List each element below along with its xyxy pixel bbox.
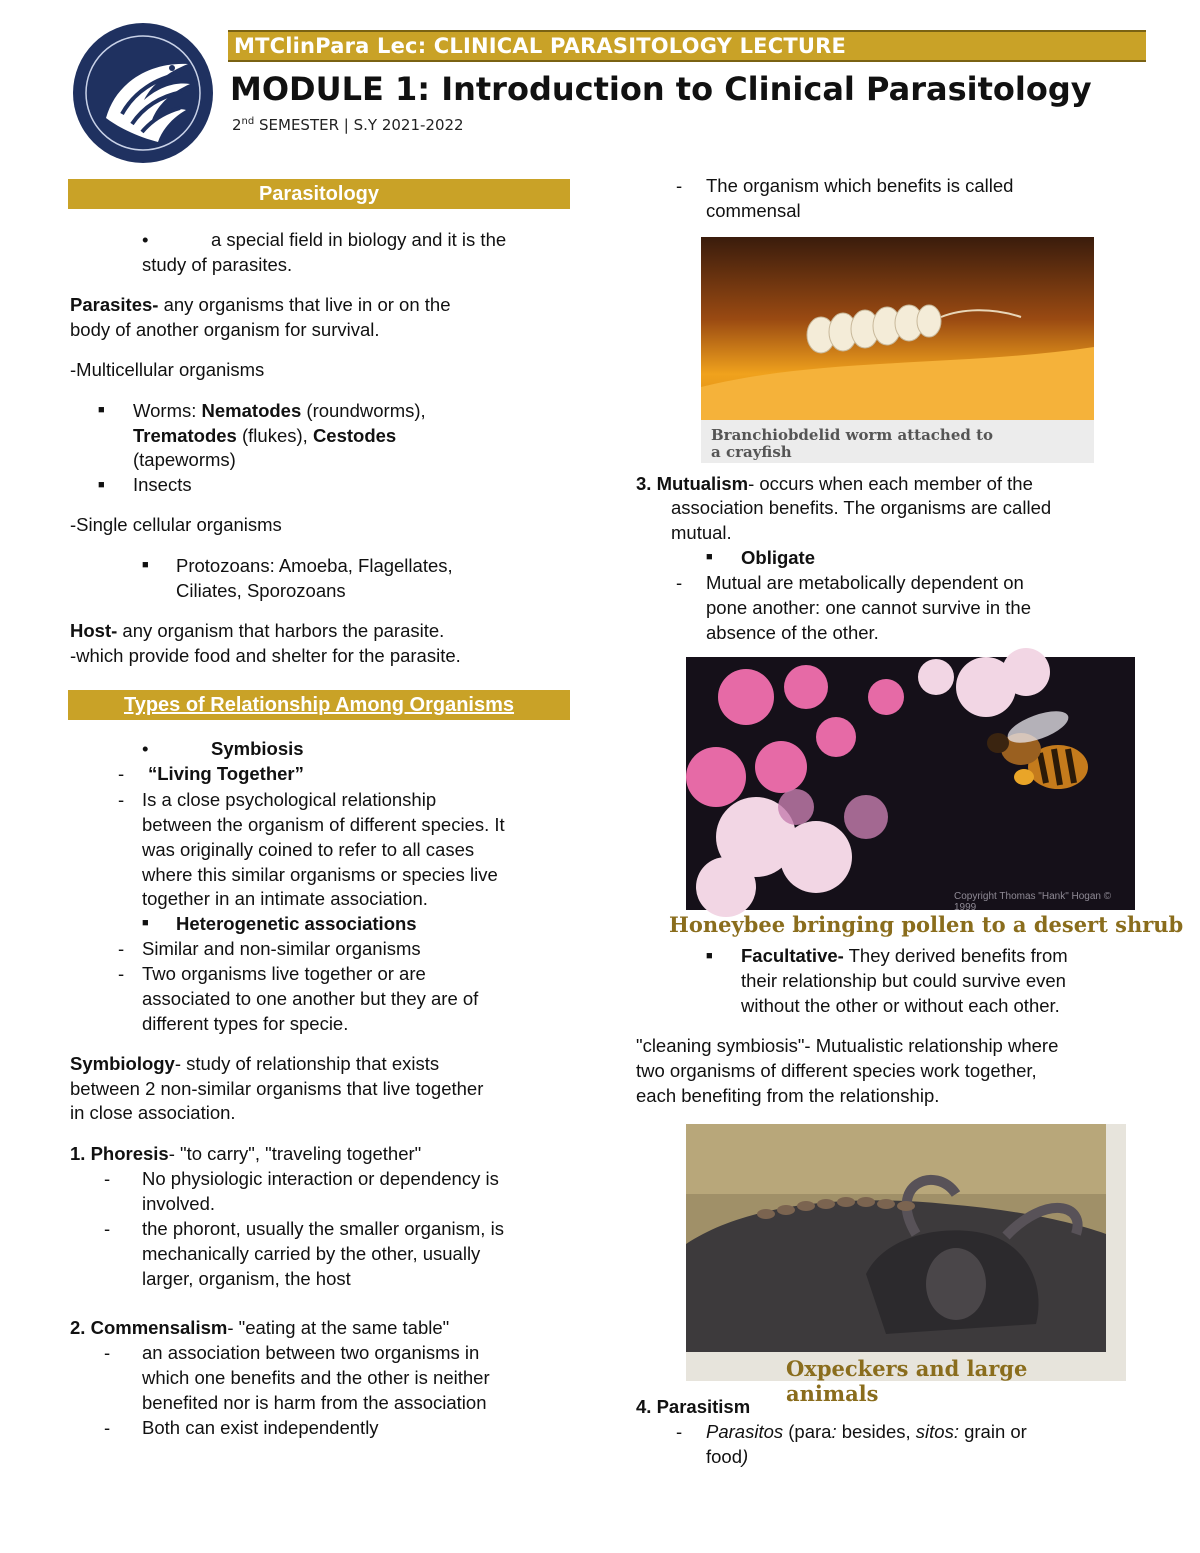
header-banner [228, 30, 1146, 62]
text: food [706, 1446, 743, 1467]
parasitos-line [706, 1419, 1027, 1444]
body-line: involved. [142, 1193, 216, 1214]
dash: - [676, 175, 683, 196]
parasites-definition [70, 292, 451, 317]
square-bullet: ■ [706, 950, 713, 962]
term: Symbiology [70, 1053, 175, 1074]
dash: - [676, 1421, 683, 1442]
square-bullet: ■ [98, 479, 105, 491]
term: Trematodes [133, 425, 237, 446]
term: Facultative- [741, 945, 844, 966]
body-line: larger, organism, the host [142, 1268, 351, 1289]
square-bullet: ■ [142, 559, 149, 571]
honeybee-photo [686, 657, 1135, 913]
dash: - [118, 789, 125, 810]
body-line: associated to one another but they are of [142, 988, 479, 1009]
square-bullet: ■ [142, 917, 149, 929]
body-line: the phoront, usually the smaller organism, is [142, 1218, 504, 1239]
semester-text: SEMESTER | S.Y 2021-2022 [254, 116, 464, 134]
number: 2. [70, 1317, 91, 1338]
mutualism-heading [636, 471, 1033, 496]
hetero-heading: Heterogenetic associations [176, 913, 417, 934]
dash: - [104, 1417, 111, 1438]
phoresis-heading [70, 1141, 421, 1166]
body-line: in close association. [70, 1102, 236, 1123]
text: any organisms that live in or on the [158, 294, 451, 315]
body-line: No physiologic interaction or dependency is [142, 1168, 499, 1189]
body-line: each benefiting from the relationship. [636, 1085, 940, 1106]
term: Cestodes [312, 425, 397, 446]
module-title: MODULE 1: Introduction to Clinical Parasitology [230, 70, 1092, 108]
parasitism-heading [636, 1394, 750, 1419]
host-definition [70, 618, 444, 643]
body-line: commensal [706, 200, 801, 221]
text: (roundworms), [301, 400, 426, 421]
round-bullet: • [142, 229, 149, 250]
term: Mutualism [656, 473, 749, 494]
number: 1. [70, 1143, 91, 1164]
oxpecker-image [686, 1124, 1106, 1352]
term: Phoresis [90, 1143, 169, 1164]
body-line: different types for specie. [142, 1013, 349, 1034]
text: - study of relationship that exists [174, 1053, 440, 1074]
body-line: mutual. [671, 522, 732, 543]
definition-line: a special field in biology and it is the [211, 229, 507, 250]
body-line: absence of the other. [706, 622, 879, 643]
text: Worms: [133, 400, 202, 421]
obligate-heading: Obligate [741, 547, 816, 568]
photo-caption: Oxpeckers and large animals [786, 1356, 1028, 1406]
body-line: an association between two organisms in [142, 1342, 480, 1363]
text: - occurs when each member of the [748, 473, 1033, 494]
facultative-line [741, 943, 1068, 968]
commensalism-heading [70, 1315, 449, 1340]
body-line: Is a close psychological relationship [142, 789, 437, 810]
body-line: between the organism of different species. It [142, 814, 505, 835]
body-line: The organism which benefits is called [706, 175, 1014, 196]
body-line: Two organisms live together or are [142, 963, 426, 984]
term: Nematodes [201, 400, 302, 421]
square-bullet: ■ [98, 404, 105, 416]
body-line: Mutual are metabolically dependent on [706, 572, 1024, 593]
number: 4. [636, 1396, 657, 1417]
term: Parasites- [70, 294, 159, 315]
term: Commensalism [90, 1317, 228, 1338]
quote-text: “Living Together” [148, 763, 304, 784]
photo-watermark: Copyright Thomas "Hank" Hogan © 1999 [954, 891, 1112, 913]
text: - "to carry", "traveling together" [168, 1143, 422, 1164]
square-bullet: ■ [706, 551, 713, 563]
dash: - [118, 963, 125, 984]
dash: - [676, 572, 683, 593]
section-header-parasitology [68, 179, 570, 209]
body-line: mechanically carried by the other, usually [142, 1243, 481, 1264]
symbiosis-heading: Symbiosis [211, 738, 304, 759]
subheading: -Multicellular organisms [70, 359, 265, 380]
banner-text: MTClinPara Lec: CLINICAL PARASITOLOGY LECTURE [234, 34, 847, 58]
body-line: was originally coined to refer to all cases [142, 839, 475, 860]
round-bullet: • [142, 738, 149, 759]
semester-line [232, 116, 464, 134]
body-line: benefited nor is harm from the association [142, 1392, 487, 1413]
section-title: Types of Relationship Among Organisms [123, 694, 515, 716]
semester-number: 2 [232, 116, 242, 134]
text: grain or [958, 1421, 1027, 1442]
oxpecker-photo [686, 1124, 1126, 1406]
text: ) [742, 1446, 749, 1467]
text: : [831, 1421, 837, 1442]
term: Parasitism [656, 1396, 751, 1417]
text: (flukes), [236, 425, 313, 446]
body-line: Similar and non-similar organisms [142, 938, 421, 959]
eagle-seal-logo [72, 22, 214, 164]
definition-line: body of another organism for survival. [70, 319, 380, 340]
text: besides, [836, 1421, 916, 1442]
list-item-cont [133, 423, 396, 448]
dash: - [104, 1218, 111, 1239]
body-line: their relationship but could survive even [741, 970, 1066, 991]
body-line: together in an intimate association. [142, 888, 428, 909]
text: (para [783, 1421, 832, 1442]
term: Host- [70, 620, 118, 641]
body-line: two organisms of different species work together, [636, 1060, 1037, 1081]
body-line: Both can exist independently [142, 1417, 379, 1438]
body-line: pone another: one cannot survive in the [706, 597, 1032, 618]
honeybee-image [686, 657, 1135, 910]
section-title: Parasitology [258, 183, 380, 205]
body-line: association benefits. The organisms are called [671, 497, 1052, 518]
list-item: Protozoans: Amoeba, Flagellates, [176, 555, 453, 576]
body-line: where this similar organisms or species live [142, 864, 498, 885]
list-item [133, 398, 426, 423]
definition-line: study of parasites. [142, 254, 293, 275]
dash: - [118, 763, 125, 784]
text: any organism that harbors the parasite. [117, 620, 445, 641]
photo-caption: Honeybee bringing pollen to a desert shrub [669, 912, 1184, 937]
photo-caption-line: a crayfish [711, 443, 792, 461]
list-item-cont: Ciliates, Sporozoans [176, 580, 346, 601]
dash: - [104, 1342, 111, 1363]
term: Parasitos [706, 1421, 784, 1442]
photo-caption-line: Branchiobdelid worm attached to [711, 426, 994, 444]
text: - "eating at the same table" [227, 1317, 450, 1338]
body-line: "cleaning symbiosis"- Mutualistic relationship where [636, 1035, 1059, 1056]
body-line: between 2 non-similar organisms that live together [70, 1078, 484, 1099]
dash: - [104, 1168, 111, 1189]
term: sitos: [915, 1421, 959, 1442]
number: 3. [636, 473, 657, 494]
body-line: which one benefits and the other is neither [142, 1367, 490, 1388]
parasitos-line-cont [706, 1444, 748, 1469]
subheading: -Single cellular organisms [70, 514, 282, 535]
body-line: without the other or without each other. [741, 995, 1060, 1016]
section-header-relationships [68, 690, 570, 720]
worm-photo [701, 237, 1094, 463]
list-item: Insects [133, 474, 192, 495]
list-item-cont: (tapeworms) [133, 449, 236, 470]
dash: - [118, 938, 125, 959]
definition-line: -which provide food and shelter for the parasite. [70, 645, 461, 666]
semester-suffix: nd [241, 116, 255, 127]
symbiology-definition [70, 1051, 439, 1076]
text: They derived benefits from [843, 945, 1068, 966]
